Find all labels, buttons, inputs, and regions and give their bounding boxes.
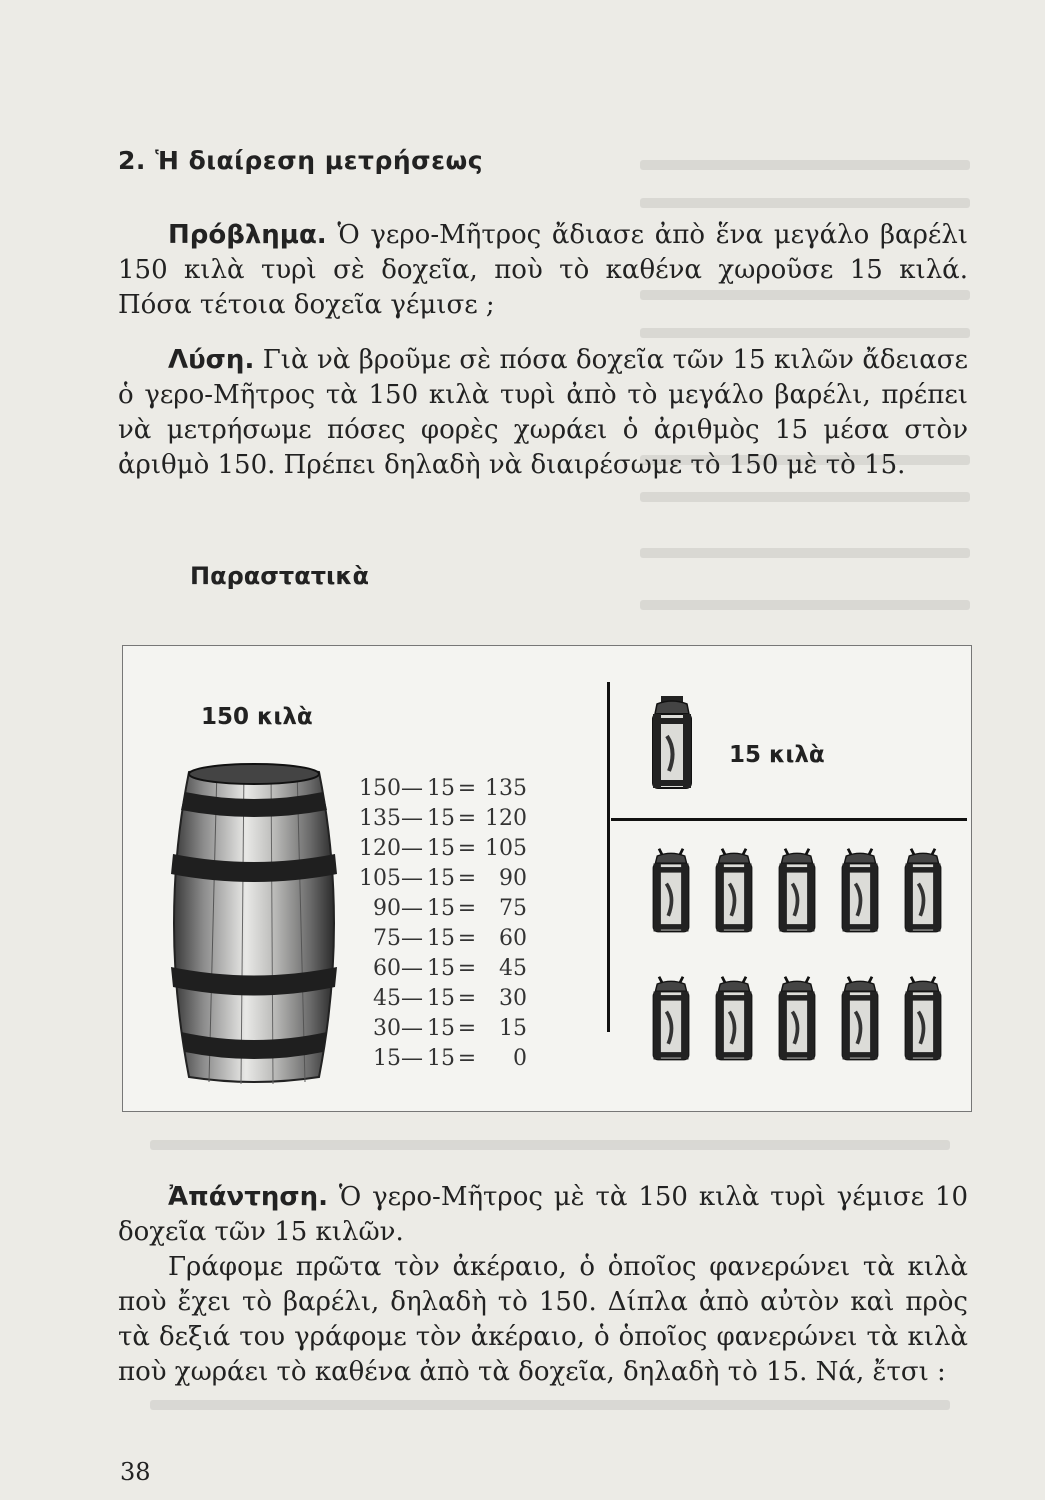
difference: 105 <box>485 836 527 861</box>
subtrahend: 15 <box>427 1046 455 1071</box>
milk-can-icon <box>900 846 946 936</box>
minuend: 90 <box>373 896 401 921</box>
minus-sign: — <box>401 956 423 981</box>
problem-paragraph <box>118 218 968 323</box>
equals-sign: = <box>457 866 477 891</box>
minuend: 30 <box>373 1016 401 1041</box>
subtraction-row <box>359 954 569 984</box>
subtrahend: 15 <box>427 926 455 951</box>
minus-sign: — <box>401 836 423 861</box>
minus-sign: — <box>401 776 423 801</box>
subtraction-row <box>359 774 569 804</box>
difference: 120 <box>485 806 527 831</box>
equals-sign: = <box>457 1016 477 1041</box>
barrel-label: 150 κιλὰ <box>201 704 313 730</box>
barrel-icon <box>159 762 349 1087</box>
minus-sign: — <box>401 896 423 921</box>
milk-can-icon <box>774 974 820 1064</box>
minuend: 15 <box>373 1046 401 1071</box>
milk-can-icon <box>648 974 694 1064</box>
minuend: 60 <box>373 956 401 981</box>
milk-can-icon <box>648 846 694 936</box>
can-label: 15 κιλὰ <box>729 742 825 768</box>
divider-vertical <box>607 682 610 1032</box>
equals-sign: = <box>457 836 477 861</box>
solution-paragraph <box>118 343 968 483</box>
equals-sign: = <box>457 776 477 801</box>
divider-horizontal <box>611 818 967 821</box>
subtraction-row <box>359 924 569 954</box>
subtraction-row <box>359 834 569 864</box>
minus-sign: — <box>401 986 423 1011</box>
explanation-paragraph: Γράφομε πρῶτα τὸν ἀκέραιο, ὁ ὁποῖος φανερώνει τὰ κιλὰ ποὺ ἔχει τὸ βαρέλι, δηλαδὴ τὸ 150. Δίπλα ἀπὸ αὐτὸν καὶ πρὸς τὰ δεξιά του γράφομε τὸν ἀκέραιο, ὁ ὁποῖος φανερώνει τὰ κιλὰ ποὺ χωράει τὸ καθένα ἀπὸ τὰ δοχεῖα, δηλαδὴ τὸ 15. Νά, ἔτσι : <box>118 1252 968 1387</box>
problem-text: Ὁ γερο-Μῆτρος ἄδιασε ἀπὸ ἕνα μεγάλο βαρέλι 150 κιλὰ τυρὶ σὲ δοχεῖα, ποὺ τὸ καθένα χωροῦσε 15 κιλά. Πόσα τέτοια δοχεῖα γέμισε ; <box>118 220 968 320</box>
division-illustration <box>122 645 972 1112</box>
subtrahend: 15 <box>427 866 455 891</box>
subtraction-row <box>359 984 569 1014</box>
minus-sign: — <box>401 1016 423 1041</box>
difference: 60 <box>499 926 527 951</box>
milk-can-icon <box>711 846 757 936</box>
minus-sign: — <box>401 926 423 951</box>
subtrahend: 15 <box>427 806 455 831</box>
subtraction-row <box>359 894 569 924</box>
equals-sign: = <box>457 1046 477 1071</box>
subtrahend: 15 <box>427 896 455 921</box>
milk-can-icon <box>900 974 946 1064</box>
milk-can-icon <box>837 974 883 1064</box>
subtrahend: 15 <box>427 836 455 861</box>
answer-lead: Ἀπάντηση. <box>168 1182 328 1212</box>
difference: 135 <box>485 776 527 801</box>
subtrahend: 15 <box>427 986 455 1011</box>
page-number: 38 <box>120 1458 151 1486</box>
difference: 45 <box>499 956 527 981</box>
subtrahend: 15 <box>427 776 455 801</box>
answer-paragraph <box>118 1180 968 1250</box>
answer-text: Ὁ γερο-Μῆτρος μὲ τὰ 150 κιλὰ τυρὶ γέμισε 10 δοχεῖα τῶν 15 κιλῶν. <box>118 1182 968 1247</box>
illustrations-title: Παραστατικὰ <box>190 562 369 590</box>
section-title: 2. Ἡ διαίρεση μετρήσεως <box>118 146 484 175</box>
minuend: 45 <box>373 986 401 1011</box>
subtraction-row <box>359 1044 569 1074</box>
milk-can-icon <box>647 696 697 792</box>
milk-can-icon <box>711 974 757 1064</box>
minus-sign: — <box>401 1046 423 1071</box>
minuend: 75 <box>373 926 401 951</box>
difference: 90 <box>499 866 527 891</box>
minus-sign: — <box>401 806 423 831</box>
equals-sign: = <box>457 926 477 951</box>
difference: 75 <box>499 896 527 921</box>
equals-sign: = <box>457 956 477 981</box>
subtraction-row <box>359 804 569 834</box>
difference: 0 <box>513 1046 527 1071</box>
minuend: 135 <box>359 806 401 831</box>
milk-can-icon <box>774 846 820 936</box>
subtrahend: 15 <box>427 1016 455 1041</box>
minuend: 150 <box>359 776 401 801</box>
difference: 15 <box>499 1016 527 1041</box>
minus-sign: — <box>401 866 423 891</box>
minuend: 105 <box>359 866 401 891</box>
problem-lead: Πρόβλημα. <box>168 220 327 250</box>
subtraction-row <box>359 1014 569 1044</box>
subtraction-list <box>359 774 569 1074</box>
subtraction-row <box>359 864 569 894</box>
milk-can-icon <box>837 846 883 936</box>
minuend: 120 <box>359 836 401 861</box>
difference: 30 <box>499 986 527 1011</box>
equals-sign: = <box>457 986 477 1011</box>
solution-text: Γιὰ νὰ βροῦμε σὲ πόσα δοχεῖα τῶν 15 κιλῶν ἄδειασε ὁ γερο-Μῆτρος τὰ 150 κιλὰ τυρὶ ἀπὸ τὸ μεγάλο βαρέλι, πρέπει νὰ μετρήσωμε πόσες φορὲς χωράει ὁ ἀριθμὸς 15 μέσα στὸν ἀριθμὸ 150. Πρέπει δηλαδὴ νὰ διαιρέσωμε τὸ 150 μὲ τὸ 15. <box>118 345 968 480</box>
equals-sign: = <box>457 806 477 831</box>
subtrahend: 15 <box>427 956 455 981</box>
solution-lead: Λύση. <box>168 345 255 375</box>
equals-sign: = <box>457 896 477 921</box>
